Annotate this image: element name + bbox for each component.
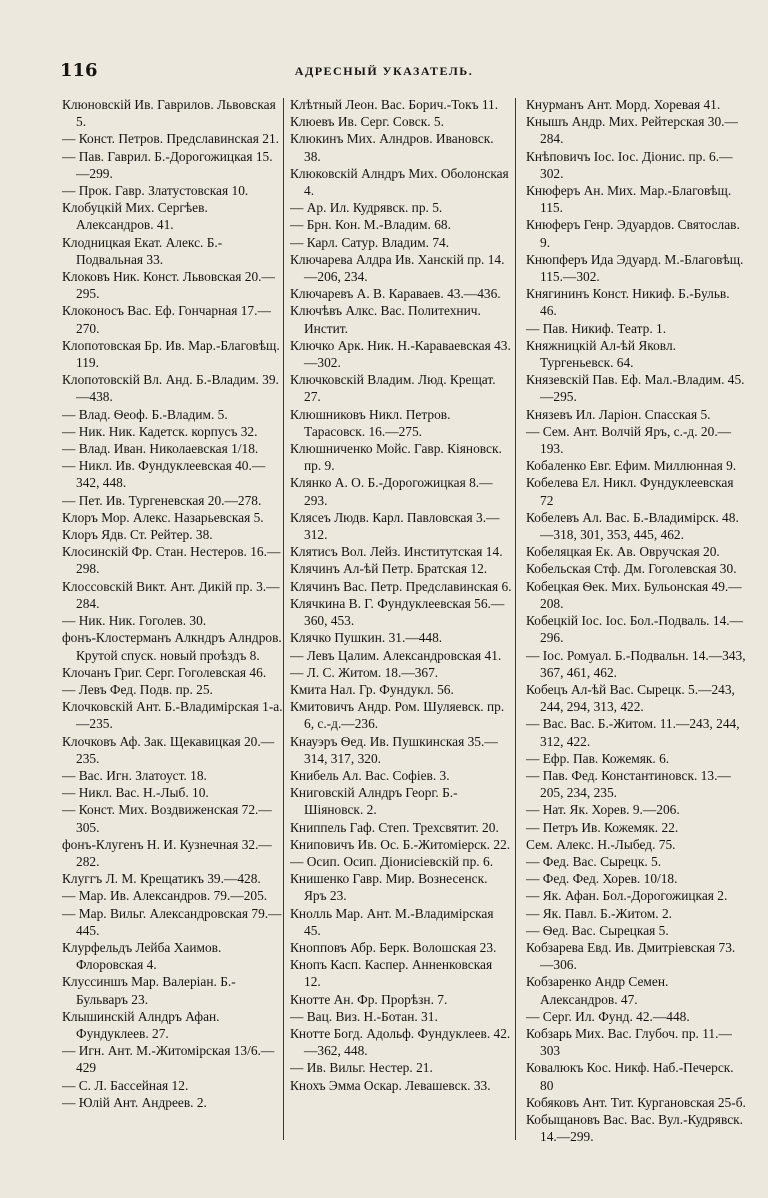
directory-entry: Князевскій Пав. Еф. Мал.-Владим. 45.—295. — [526, 372, 745, 405]
directory-entry: — Сем. Ант. Волчій Яръ, с.-д. 20.—193. — [526, 423, 732, 457]
directory-entry: Кобелева Ел. Никл. Фундуклеевская 72 — [526, 475, 734, 508]
directory-entry: — Левъ Цалим. Александровская 41. — [290, 647, 502, 663]
directory-entry: Кобяковъ Ант. Тит. Кургановская 25-б. — [526, 1094, 746, 1110]
directory-entry: Сем. Алекс. Н.-Лыбед. 75. — [526, 836, 676, 852]
directory-entry: — Фед. Вас. Сырецк. 5. — [526, 853, 662, 869]
directory-entry: — Влад. Иван. Николаевская 1/18. — [62, 441, 259, 457]
running-title: АДРЕСНЫЙ УКАЗАТЕЛЬ. — [294, 64, 474, 78]
directory-entry: Книшенко Гавр. Мир. Вознесенск. Яръ 23. — [290, 871, 488, 904]
directory-entry: Клурфельдъ Лейба Хаимов. Флоровская 4. — [62, 939, 222, 973]
directory-entry: — Пав. Никиф. Театр. 1. — [526, 320, 667, 336]
directory-entry: Клопотовскій Вл. Анд. Б.-Владим. 39.—438. — [62, 372, 279, 405]
directory-entry: Кобаленко Евг. Ефим. Миллюнная 9. — [526, 458, 737, 474]
directory-entry: — Серг. Ил. Фунд. 42.—448. — [526, 1008, 690, 1024]
directory-entry: Княжницкій Ал-ѣй Яковл. Тургеньевск. 64. — [526, 337, 676, 371]
directory-entry: Кобецъ Ал-ѣй Вас. Сырецк. 5.—243, 244, 294, 313, 422. — [526, 681, 735, 715]
directory-entry: Кнюферъ Генр. Эдуардов. Святослав. 9. — [526, 217, 740, 250]
directory-entry: — Никл. Вас. Н.-Лыб. 10. — [62, 785, 209, 801]
directory-entry: Ковалюкъ Кос. Никф. Наб.-Печерск. 80 — [526, 1060, 734, 1093]
directory-entry: Клоконосъ Вас. Еф. Гончарная 17.—270. — [62, 303, 271, 336]
directory-entry: — Игн. Ант. М.-Житомірская 13/6.—429 — [62, 1043, 275, 1076]
directory-entry: Клюевъ Ив. Серг. Совск. 5. — [290, 114, 444, 130]
directory-entry: — Ѳед. Вас. Сырецкая 5. — [526, 922, 669, 938]
directory-entry: Кобельская Стф. Дм. Гоголевская 30. — [526, 561, 737, 577]
directory-entry: — Прок. Гавр. Златустовская 10. — [62, 183, 249, 199]
directory-entry: Клочковскій Ант. Б.-Владимірская 1-а.—235. — [62, 699, 283, 732]
directory-entry: — Ефр. Пав. Кожемяк. 6. — [526, 750, 670, 766]
directory-entry: Клоръ Ядв. Ст. Рейтер. 38. — [62, 527, 213, 543]
directory-entry: Книбель Ал. Вас. Софіев. 3. — [290, 767, 450, 783]
directory-entry: — Влад. Ѳеоф. Б.-Владим. 5. — [62, 406, 228, 422]
directory-entry: — Никл. Ив. Фундуклеевская 40.—342, 448. — [62, 458, 266, 491]
directory-entry: Клышинскій Алндръ Афан. Фундуклеев. 27. — [62, 1008, 220, 1041]
directory-entry: фонъ-Клугенъ Н. И. Кузнечная 32.—282. — [62, 836, 272, 869]
directory-entry: — Конст. Мих. Воздвиженская 72.—305. — [62, 802, 272, 835]
directory-entry: — Фед. Фед. Хорев. 10/18. — [526, 871, 678, 887]
directory-entry: Кнотте Ан. Фр. Прорѣзн. 7. — [290, 991, 448, 1007]
directory-entry: Книппель Гаф. Степ. Трехсвятит. 20. — [290, 819, 499, 835]
directory-entry: Клянко А. О. Б.-Дорогожицкая 8.—293. — [290, 475, 493, 508]
directory-entry: Клюкинъ Мих. Алндров. Ивановск. 38. — [290, 131, 494, 164]
directory-entry: Клячко Пушкин. 31.—448. — [290, 630, 443, 646]
directory-entry: — Як. Афан. Бол.-Дорогожицкая 2. — [526, 888, 728, 904]
directory-entry: Кобзарева Евд. Ив. Дмитріевская 73.—306. — [526, 939, 736, 973]
directory-entry: Клячинъ Вас. Петр. Предславинская 6. — [290, 578, 512, 594]
directory-entry: Клоковъ Ник. Конст. Львовская 20.—295. — [62, 269, 275, 302]
directory-entry: Князевъ Ил. Ларіон. Спасская 5. — [526, 406, 711, 422]
directory-entry: — Брн. Кон. М.-Владим. 68. — [290, 217, 451, 233]
directory-entry: Клочковъ Аф. Зак. Щекавицкая 20.—235. — [62, 733, 275, 766]
directory-entry: — Л. С. Житом. 18.—367. — [290, 664, 439, 680]
directory-entry: — Вас. Игн. Златоуст. 18. — [62, 767, 207, 783]
directory-entry: фонъ-Клостерманъ Алкндръ Алндров. Крутой спуск. новый проѣздъ 8. — [62, 630, 282, 663]
directory-entry: — Нат. Як. Хорев. 9.—206. — [526, 802, 680, 818]
directory-entry: — Як. Павл. Б.-Житом. 2. — [526, 905, 672, 921]
directory-entry: Кобыщановъ Вас. Вас. Вул.-Кудрявск. 14.—299. — [526, 1111, 744, 1145]
directory-entry: Клочанъ Григ. Серг. Гоголевская 46. — [62, 664, 267, 680]
directory-entry: Кмита Нал. Гр. Фундукл. 56. — [290, 681, 454, 697]
column-1 — [62, 96, 284, 1111]
directory-entry: Кобецкій Іос. Іос. Бол.-Подваль. 14.—296. — [526, 613, 744, 646]
directory-entry: Клуггъ Л. М. Крещатикъ 39.—428. — [62, 871, 261, 887]
directory-entry: Книповичъ Ив. Ос. Б.-Житоміерск. 22. — [290, 836, 511, 852]
directory-entry: Кобзаренко Андр Семен. Александров. 47. — [526, 974, 669, 1007]
directory-entry: Ключаревъ А. В. Караваев. 43.—436. — [290, 286, 501, 302]
directory-entry: — Мар. Вильг. Александровская 79.—445. — [62, 905, 282, 938]
directory-entry: Клюшниковъ Никл. Петров. Тарасовск. 16.—275. — [290, 406, 451, 439]
directory-entry: — Карл. Сатур. Владим. 74. — [290, 234, 450, 250]
directory-entry: — Пав. Фед. Константиновск. 13.—205, 234, 235. — [526, 767, 731, 801]
directory-entry: — Ник. Ник. Кадетск. корпусъ 32. — [62, 423, 258, 439]
directory-entry: — Юлій Ант. Андреев. 2. — [62, 1094, 207, 1110]
directory-entry: Клюшниченко Мойс. Гавр. Кіяновск. пр. 9. — [290, 441, 502, 474]
directory-entry: Княгининъ Конст. Никиф. Б.-Бульв. 46. — [526, 286, 730, 319]
directory-entry: Клясеъ Людв. Карл. Павловская 3.—312. — [290, 509, 500, 543]
directory-entry: — Ив. Вильг. Нестер. 21. — [290, 1060, 433, 1076]
directory-entry: — Ар. Ил. Кудрявск. пр. 5. — [290, 200, 443, 216]
directory-entry: — Іос. Ромуал. Б.-Подвальн. 14.—343, 367, 461, 462. — [526, 647, 746, 680]
directory-entry: — Вац. Виз. Н.-Ботан. 31. — [290, 1008, 438, 1024]
directory-entry: Кнопъ Касп. Каспер. Анненковская 12. — [290, 957, 493, 990]
directory-entry: Кнауэръ Ѳед. Ив. Пушкинская 35.—314, 317, 320. — [290, 733, 498, 766]
directory-entry: Ключарева Алдра Ив. Ханскій пр. 14.—206, 234. — [290, 251, 505, 285]
directory-entry: Кнѣповичъ Іос. Іос. Діонис. пр. 6.—302. — [526, 148, 733, 181]
column-2 — [290, 96, 512, 1094]
directory-entry: Ключковскій Владим. Люд. Крещат. 27. — [290, 372, 496, 405]
directory-entry: Клодницкая Екат. Алекс. Б.-Подвальная 33. — [62, 234, 223, 267]
directory-entry: Кнюферъ Ан. Мих. Мар.-Благовѣщ. 115. — [526, 183, 732, 216]
column-divider — [515, 98, 516, 1140]
directory-entry: Кобеляцкая Ек. Ав. Овручская 20. — [526, 544, 720, 560]
directory-entry: Кнопповъ Абр. Берк. Волошская 23. — [290, 939, 497, 955]
directory-entry: Клобуцкій Мих. Сергѣев. Александров. 41. — [62, 200, 208, 233]
directory-entry: Кнохъ Эмма Оскар. Левашевск. 33. — [290, 1077, 491, 1093]
directory-entry: Кнурманъ Ант. Морд. Хоревая 41. — [526, 97, 721, 112]
directory-entry: Ключко Арк. Ник. Н.-Караваевская 43.—302. — [290, 337, 511, 371]
directory-entry: — Мар. Ив. Александров. 79.—205. — [62, 888, 268, 904]
directory-entry: — Пет. Ив. Тургеневская 20.—278. — [62, 492, 262, 508]
page-number: 116 — [60, 60, 98, 81]
directory-entry: Клоссовскій Викт. Ант. Дикій пр. 3.—284. — [62, 578, 280, 611]
directory-entry: Клуссиншъ Мар. Валеріан. Б.-Бульваръ 23. — [62, 974, 236, 1007]
directory-entry: — Левъ Фед. Подв. пр. 25. — [62, 681, 213, 697]
directory-entry: Клюковскій Алндръ Мих. Оболонская 4. — [290, 165, 509, 199]
directory-entry: Книговскій Алндръ Георг. Б.-Шіяновск. 2. — [290, 785, 458, 818]
directory-entry: — Пав. Гаврил. Б.-Дорогожицкая 15.—299. — [62, 148, 273, 181]
directory-entry: — Петръ Ив. Кожемяк. 22. — [526, 819, 679, 835]
directory-entry: Кнолль Мар. Ант. М.-Владимірская 45. — [290, 905, 494, 938]
directory-entry: Кнюпферъ Ида Эдуард. М.-Благовѣщ. 115.—302. — [526, 251, 744, 285]
directory-entry: Клосинскій Фр. Стан. Нестеров. 16.—298. — [62, 544, 281, 577]
column-3 — [526, 96, 748, 1145]
directory-entry: — Вас. Вас. Б.-Житом. 11.—243, 244, 312, 422. — [526, 716, 740, 749]
directory-entry: Клячкина В. Г. Фундуклеевская 56.—360, 453. — [290, 595, 505, 629]
directory-entry: Клоръ Мор. Алекс. Назарьевская 5. — [62, 509, 264, 525]
directory-entry: — Осип. Осип. Діонисіевскій пр. 6. — [290, 853, 494, 869]
directory-entry: Кобецкая Ѳек. Мих. Бульонская 49.—208. — [526, 578, 742, 611]
directory-entry: — Конст. Петров. Предславинская 21. — [62, 131, 279, 147]
directory-entry: Клячинъ Ал-ѣй Петр. Братская 12. — [290, 561, 488, 577]
directory-entry: Ключѣвъ Алкс. Вас. Политехнич. Инстит. — [290, 303, 481, 336]
directory-entry: — Ник. Ник. Гоголев. 30. — [62, 613, 207, 629]
directory-entry: Клюновскій Ив. Гаврилов. Львовская 5. — [62, 97, 276, 130]
directory-entry: Кмитовичъ Андр. Ром. Шуляевск. пр. 6, с.-д.—236. — [290, 699, 505, 732]
directory-entry: Клѣтный Леон. Вас. Борич.-Токъ 11. — [290, 97, 499, 112]
directory-entry: Кобелевъ Ал. Вас. Б.-Владимірск. 48.—318, 301, 353, 445, 462. — [526, 509, 739, 543]
directory-entry: Клопотовская Бр. Ив. Мар.-Благовѣщ. 119. — [62, 337, 280, 371]
directory-entry: Клятисъ Вол. Лейз. Институтская 14. — [290, 544, 503, 560]
directory-entry: Кобзарь Мих. Вас. Глубоч. пр. 11.—303 — [526, 1025, 732, 1059]
directory-entry: Кнышъ Андр. Мих. Рейтерская 30.—284. — [526, 114, 738, 147]
directory-entry: — С. Л. Бассейная 12. — [62, 1077, 189, 1093]
directory-entry: Кнотте Богд. Адольф. Фундуклеев. 42.—362, 448. — [290, 1025, 511, 1059]
